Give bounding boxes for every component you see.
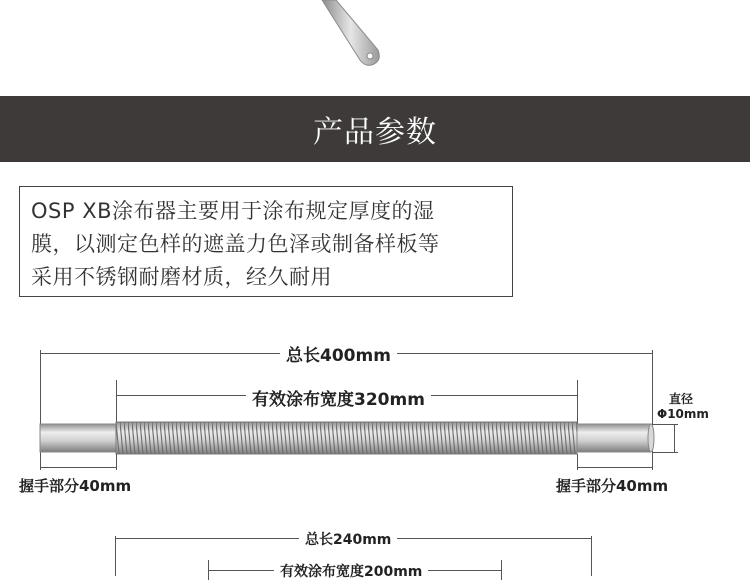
grip-left-label: 握手部分40mm [19, 477, 132, 495]
diameter-value: Φ10mm [657, 407, 709, 421]
dimension-diagram-400 [0, 330, 750, 510]
description-line: 采用不锈钢耐磨材质，经久耐用 [31, 265, 332, 289]
description-line: OSP XB涂布器主要用于涂布规定厚度的湿 [31, 199, 435, 223]
description-box [19, 186, 513, 297]
coating-width-label: 有效涂布宽度320mm [246, 385, 431, 410]
dim-tick-left [115, 536, 116, 576]
total-length-label: 总长400mm [280, 341, 397, 366]
grip-left-tick [116, 454, 117, 470]
section-banner [0, 96, 750, 162]
diameter-label: 直径 [669, 392, 694, 406]
coat-tick-right [501, 560, 502, 580]
grip-right-line [577, 467, 652, 468]
grip-right-tick [577, 454, 578, 470]
diameter-line [674, 424, 675, 452]
dim-tick-right [591, 536, 592, 576]
product-photo-fragment [300, 0, 390, 70]
section-title: 产品参数 [313, 115, 437, 150]
coater-rod [40, 422, 654, 454]
coating-width-label: 有效涂布宽度200mm [274, 561, 428, 581]
description-line: 膜，以测定色样的遮盖力色泽或制备样板等 [31, 232, 440, 256]
total-length-label: 总长240mm [299, 529, 397, 549]
coat-tick-right [577, 380, 578, 428]
diameter-tick-bottom [652, 452, 678, 453]
grip-left-line [40, 467, 116, 468]
grip-right-label: 握手部分40mm [556, 477, 669, 495]
dimension-diagram-240 [0, 520, 750, 580]
coat-tick-left [116, 380, 117, 428]
